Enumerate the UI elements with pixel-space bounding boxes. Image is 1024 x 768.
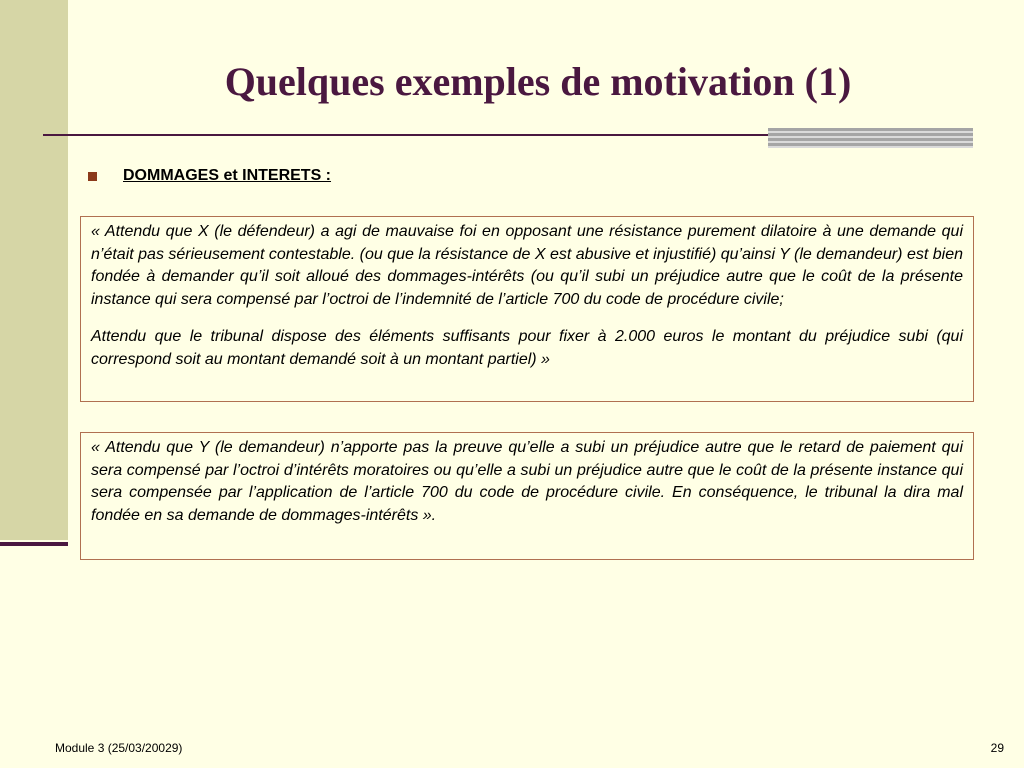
bullet-heading	[88, 166, 331, 186]
title-divider	[43, 134, 773, 136]
page-number: 29	[990, 741, 1004, 755]
square-bullet-icon	[88, 172, 97, 181]
footer-module: Module 3 (25/03/20029)	[55, 741, 183, 755]
quote-2-paragraph-1: « Attendu que Y (le demandeur) n’apporte pas la preuve qu’elle a subi un préjudice autre que le retard de paiement qui sera compensé par l’octroi d’intérêts moratoires ou qu’elle a subi un préjudice autre que le coût de la présente instance qui sera compensée par l’application de l’article 700 du code de procédure civile. En conséquence, le tribunal la dira mal fondée en sa demande de dommages-intérêts ».	[91, 439, 963, 525]
bullet-label: DOMMAGES et INTERETS :	[123, 167, 332, 184]
title-decorative-bar	[768, 128, 973, 148]
sidebar-rule	[0, 542, 68, 546]
sidebar-band	[0, 0, 68, 540]
quote-box-2	[80, 432, 974, 560]
quote-box-1	[80, 216, 974, 402]
slide-title: Quelques exemples de motivation (1)	[224, 59, 852, 104]
quote-1-paragraph-2: Attendu que le tribunal dispose des éléments suffisants pour fixer à 2.000 euros le montant du préjudice subi (qui correspond soit au montant demandé soit à un montant partiel) »	[91, 327, 963, 368]
quote-1-paragraph-1: « Attendu que X (le défendeur) a agi de mauvaise foi en opposant une résistance purement dilatoire à une demande qui n’était pas sérieusement contestable. (ou que la résistance de X est abusive et injustifié) qu’ainsi Y (le demandeur) est bien fondée à demander qu’il soit alloué des dommages-intérêts (ou qu’il subi un préjudice autre que le coût de la présente instance qui sera compensé par l’octroi de l’indemnité de l’article 700 du code de procédure civile;	[91, 223, 963, 309]
